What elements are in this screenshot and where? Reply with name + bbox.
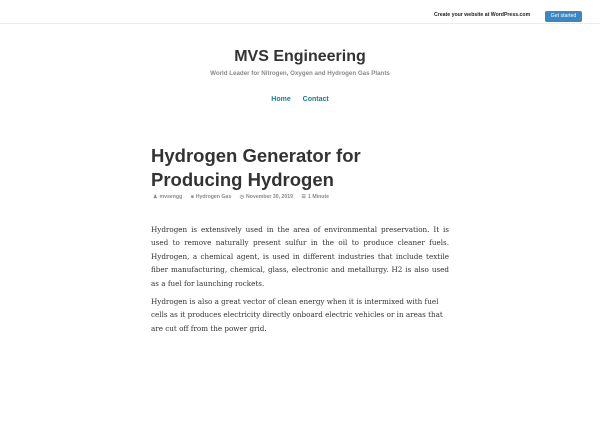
nav-item-contact[interactable]: Contact bbox=[302, 96, 329, 103]
post-paragraph: Hydrogen is also a great vector of clean energy when it is intermixed with fuel cells as it produces electricity directly onboard electric vehicles or in areas that are cut off from the power grid. bbox=[151, 297, 443, 333]
meta-author[interactable] bbox=[153, 194, 182, 200]
meta-read-time-label: 1 Minute bbox=[308, 194, 330, 200]
top-bar bbox=[0, 0, 600, 24]
nav-item-home[interactable]: Home bbox=[271, 96, 291, 103]
meta-author-label[interactable]: mvsengg bbox=[159, 194, 183, 200]
clock-icon: ◷ bbox=[239, 194, 245, 200]
meta-category[interactable] bbox=[191, 194, 232, 200]
meta-date[interactable] bbox=[240, 194, 293, 200]
get-started-button[interactable]: Get started bbox=[545, 11, 582, 22]
site-title[interactable]: MVS Engineering bbox=[234, 48, 366, 65]
meta-date-label[interactable]: November 30, 2019 bbox=[246, 194, 294, 200]
post-title: Hydrogen Generator for Producing Hydrogen bbox=[151, 145, 361, 190]
post-meta bbox=[153, 194, 336, 200]
comment-icon: ☰ bbox=[301, 194, 306, 200]
user-icon: ♟ bbox=[153, 194, 158, 200]
meta-read-time bbox=[302, 194, 330, 200]
meta-category-label[interactable]: Hydrogen Gas bbox=[195, 194, 232, 200]
post-paragraph: Hydrogen is extensively used in the area of environmental preservation. It is used to remove naturally present sulfur in the oil to produce cleaner fuels. Hydrogen, a chemical agent, is used in different industries that include textile fiber manufacturing, chemical, glass, electronic and metallurgy. H2 is also used as a fuel for launching rockets. bbox=[151, 225, 449, 288]
create-website-link[interactable]: Create your website at WordPress.com bbox=[434, 12, 531, 18]
main-navigation bbox=[0, 96, 600, 103]
site-tagline: World Leader for Nitrogen, Oxygen and Hydrogen Gas Plants bbox=[210, 70, 390, 77]
folder-icon: ■ bbox=[190, 194, 194, 200]
